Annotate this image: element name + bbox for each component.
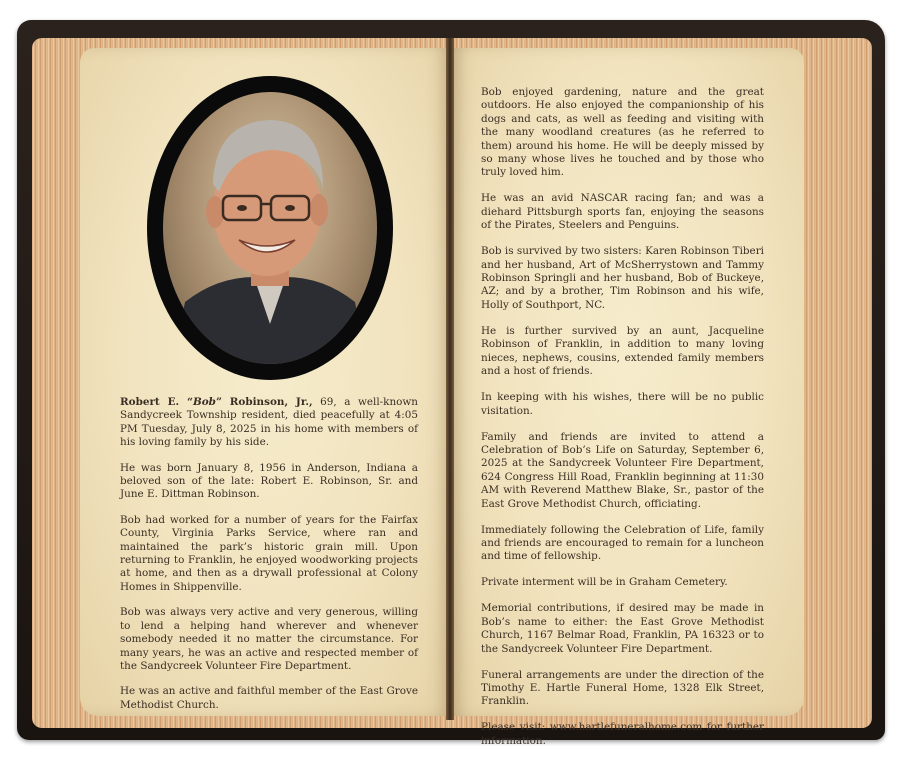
paragraph-sports: He was an avid NASCAR racing fan; and was a diehard Pittsburgh sports fan, enjoying the seasons of the Pirates, Steelers and Penguins.	[481, 192, 764, 232]
intro-text: 69, a well-known Sandycreek Township resident, died peacefully at 4:05 PM Tuesday, July 8, 2025 in his home with members of his loving family by his side.	[120, 396, 418, 449]
nickname: Bob	[192, 396, 216, 408]
paragraph-luncheon: Immediately following the Celebration of Life, family and friends are encouraged to remain for a luncheon and time of fellowship.	[481, 523, 764, 563]
paragraph-celebration: Family and friends are invited to attend a Celebration of Bob’s Life on Saturday, September 6, 2025 at the Sandycreek Volunteer Fire Department, 624 Congress Hill Road, Franklin beginning at 11:30 AM with Reverend Matthew Blake, Sr., pastor of the East Grove Methodist Church, officiating.	[481, 430, 764, 510]
paragraph-birth: He was born January 8, 1956 in Anderson, Indiana a beloved son of the late: Robert E. Robinson, Sr. and June E. Dittman Robinson.	[120, 461, 418, 501]
right-column-text	[481, 86, 764, 761]
left-column-text	[120, 396, 418, 724]
name-suffix: ” Robinson, Jr.,	[215, 396, 313, 408]
paragraph-survived-aunt: He is further survived by an aunt, Jacqueline Robinson of Franklin, in addition to many loving nieces, nephews, cousins, extended family members and a host of friends.	[481, 324, 764, 378]
paragraph-funeral-home: Funeral arrangements are under the direction of the Timothy E. Hartle Funeral Home, 1328 Elk Street, Franklin.	[481, 668, 764, 708]
portrait-photo	[163, 92, 377, 364]
paragraph-visitation: In keeping with his wishes, there will be no public visitation.	[481, 391, 764, 417]
paragraph-website: Please visit: www.hartlefuneralhome.com for further information.	[481, 721, 764, 747]
paragraph-career: Bob had worked for a number of years for the Fairfax County, Virginia Parks Service, where ran and maintained the park’s historic grain mill. Upon returning to Franklin, he enjoyed woodworking projects at home, and then as a drywall professional at Colony Homes in Shippenville.	[120, 513, 418, 593]
paragraph-interment: Private interment will be in Graham Cemetery.	[481, 576, 728, 589]
portrait-illustration	[163, 92, 377, 364]
book-gutter	[446, 38, 454, 720]
paragraph-survived-siblings: Bob is survived by two sisters: Karen Robinson Tiberi and her husband, Art of McSherrystown and Tammy Robinson Springli and her husband, Bob of Buckeye, AZ; and by a brother, Tim Robinson and his wife, Holly of Southport, NC.	[481, 245, 764, 311]
paragraph-generosity: Bob was always very active and very generous, willing to lend a helping hand wherever and whenever somebody needed it no matter the circumstance. For many years, he was an active and respected member of the Sandycreek Volunteer Fire Department.	[120, 606, 418, 672]
name-prefix: Robert E. “	[120, 396, 193, 408]
intro-paragraph	[120, 396, 418, 450]
paragraph-church: He was an active and faithful member of the East Grove Methodist Church.	[120, 685, 418, 711]
paragraph-hobbies: Bob enjoyed gardening, nature and the great outdoors. He also enjoyed the companionship of his dogs and cats, as well as feeding and visiting with the many woodland creatures (as he referred to them) around his home. He will be deeply missed by so many whose lives he touched and by those who truly loved him.	[481, 86, 764, 179]
paragraph-memorial: Memorial contributions, if desired may be made in Bob’s name to either: the East Grove Methodist Church, 1167 Belmar Road, Franklin, PA 16323 or to the Sandycreek Volunteer Fire Department.	[481, 602, 764, 655]
